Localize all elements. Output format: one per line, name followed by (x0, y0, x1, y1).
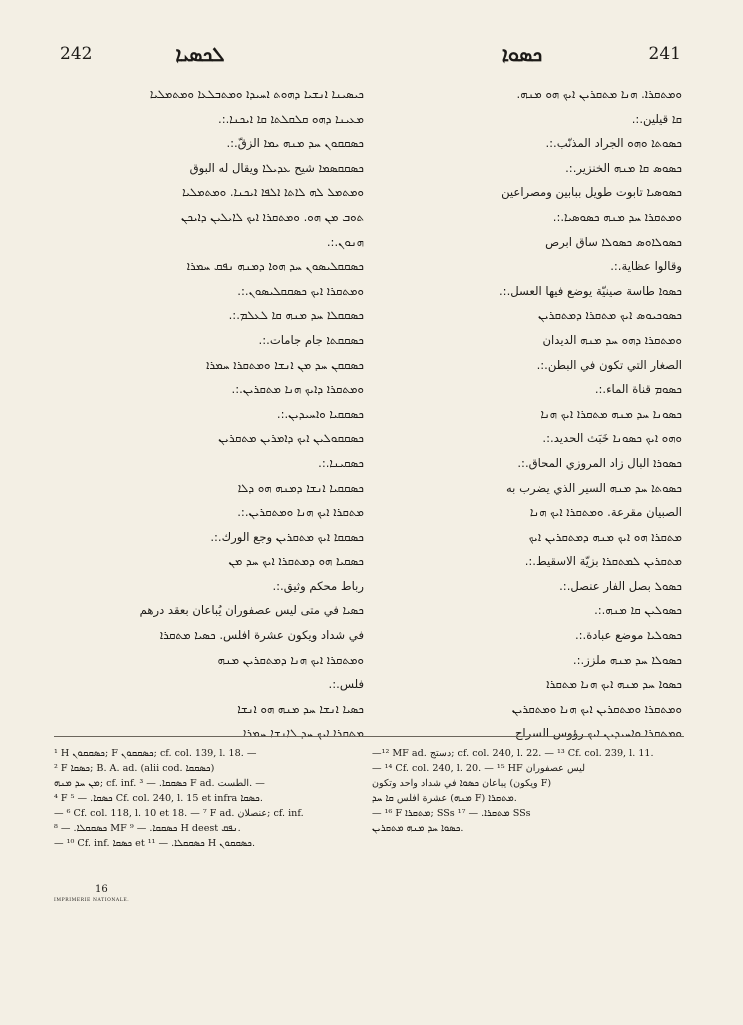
right-page-number: 241 (648, 44, 681, 64)
footnote-line: ¹ H ܟܣܩܩܘܢ; F ܟܣܩܩܘܢ; cf. col. 139, l. 18. — (54, 748, 257, 759)
text-line: ܬܘܒ ܡܢ ܗܘ. ܘܡܬܩܪܐ ܐܝܟ ܠܐܝܠܝܢ ܕܐܝܟܢ (181, 209, 364, 224)
text-line: ܟܣܝܐ ܐܢܫܐ ܚܕ ܡܢܗ ܗܘ ܐܢܫܐ (237, 701, 364, 716)
footnote-line: ܡܢ ܚܕ ܡܢܗ; cf. inf. ܟܣܩܩܐ. — ³ F ad. الطست. — (54, 778, 265, 789)
text-line: ܘܡܬܩܪܐ ܘܐܚܝܕܝܢ ܐܝܟ رؤوس السراج (514, 726, 682, 741)
footnote-line: ܟܣܩܩܠܐ. — ⁸ MF ܟܣܩܩܐ. — ⁹ H deest ܢܦܩ. (54, 823, 241, 834)
text-line: ܟܣܩܩܢ ܚܕ ܡܢ ܐܢܫܐ ܘܡܬܩܪܐ ܚܡܪܐ (206, 357, 364, 372)
footnote-line: عشرة افلس ܩܐ ܚܕ (ܡܢܗ F) ܡܬܩܪܐ. (372, 793, 517, 804)
footnote-line: — ¹⁰ Cf. inf. ܟܣܩܐ et ܟܣܩܩܠܐ. — ¹¹ H ܟܣܩܩܘܢ. (54, 838, 256, 849)
text-line: ܟܣܘܣܝܐ تابوت طويل ببابين ومصراعين (501, 185, 682, 200)
footnote-line: ⁴ F ܟܣܩܐ. — ⁵ Cf. col. 240, l. 15 et infra ܟܣܩܐ. (54, 793, 263, 804)
text-line: ܩܐ قيلين.:. (631, 111, 682, 126)
text-line: ܟܣܩܩܠܐ ܚܕ ܡܢܗ ܩܐ ܠܥܠܡ.:. (228, 308, 364, 323)
text-line: ܘܡܬܩܪܐ ܚܕ ܡܢܗ ܟܣܘܣܝܐ.:. (552, 209, 682, 224)
text-line: وقالوا عظاية.:. (610, 259, 682, 274)
left-page-number: 242 (60, 44, 93, 64)
text-line: ܟܣܩܩܝܐ ܐܢܫܐ ܕܡܢܗ ܗܘ ܕܠܐ (237, 480, 364, 495)
footnote-line: يباعان ܟܣܘܐ في شداد واحد وتكون (ويكون F) (372, 778, 552, 789)
text-line: رباط محكم وثيق.:. (272, 578, 364, 593)
text-line: ܟܣܘܠܐ ܚܕ ܡܢܗ ملزز.:. (572, 652, 682, 667)
text-line: ܘܡܬܡܠ ܠܗ ܠܐܬܐ ܐܠܦܐ ܐܝܟܢܐ. ܘܡܬܡܠܝܐ (182, 185, 364, 200)
footnote-line: — ¹⁶ F ܡܬܩܪܐ; SSs ܡܬܩܪܐ. — ¹⁷ SSs (372, 808, 531, 819)
right-footnotes (372, 746, 682, 836)
text-line: ܟܣܘܬܐ ܘܗܘ الجراد المذنّب.:. (545, 136, 682, 151)
text-line: ܟܣܘܠ بصل الفار عنصل.:. (559, 578, 682, 593)
text-line: ܟܣܘܠܝܢ ܩܐ ܡܢܗ.:. (594, 603, 682, 618)
text-line: ܟܣܩܝܐ ܗܘ ܕܡܬܩܪܐ ܐܝܟ ܚܕ ܡܢ (228, 554, 364, 569)
text-line: ܟܣܩܩܐ ܐܝܟ ܡܬܩܪܝܢ وجع الورك.:. (210, 529, 364, 544)
text-line: ܟܣܩܩܝܐ ܘܐܚܝܕܝܢ.:. (276, 406, 364, 421)
text-line: ܟܣܘܪܐ البال زاد المروزي المحاق.:. (517, 455, 682, 470)
text-line: ܡܬܩܪܐ ܐܝܟ ܗܢܐ ܘܡܬܩܪܝܢ.:. (237, 505, 364, 520)
text-line: ܡܥܝܢܐ ܕܗܘ ܩܠܩܠܬܐ ܩܐ ܐܝܟܢܐ.:. (218, 111, 364, 126)
footnote-divider (54, 736, 684, 737)
text-line: ܟܣܘܢܐ ܚܕ ܡܢܗ ܡܬܩܪܐ ܐܝܟ ܗܢܐ (540, 406, 682, 421)
text-line: فلس.:. (328, 677, 364, 692)
text-line: ܘܡܬܩܪܐ ܕܗܘ ܚܕ ܡܢܗ الديدان (542, 332, 682, 347)
text-line: ܟܣܘܬܐ ܚܕ ܡܢܗ السير الذي يضرب به (505, 480, 682, 495)
text-line: في شداد ويكون عشرة افلس. ܟܣܝܐ ܡܬܩܪܐ (159, 628, 364, 643)
footnote-line: — ⁶ Cf. col. 118, l. 10 et 18. — ⁷ F ad. عنصلان; cf. inf. (54, 808, 304, 819)
text-line: ܟܣܘܟܝܘܣ ܐܝܟ ܡܬܩܪܐ ܕܡܬܩܪܝܢ (537, 308, 682, 323)
left-running-head: ܠܟܣܝܐ (175, 42, 225, 66)
right-running-head: ܟܣܘܐ (501, 42, 543, 66)
footnote-line: ܟܣܘܐ ܚܕ ܡܢܗ ܡܬܩܪܝܢ. (372, 823, 464, 834)
text-line: ܘܡܬܩܪܐ. ܗܢܐ ܡܬܩܪܝܢ ܐܝܟ ܗܘ ܡܢܗ. (516, 87, 682, 101)
text-line: ܡܬܩܪܐ ܐܝܟ ܚܕ ܠܐܢܫܐ ܚܡܪܐ (243, 726, 364, 741)
footnote-line: —¹² MF ad. دستج; cf. col. 240, l. 22. — ¹³ Cf. col. 239, l. 11. (372, 748, 654, 759)
right-text-column (372, 82, 682, 746)
imprint-line: IMPRIMERIE NATIONALE. (54, 898, 130, 903)
text-line: ܟܣܩܩܘܠܝܢ ܐܝܟ ܕܐܡܪܝܢ ܡܬܩܪܝܢ (218, 431, 364, 446)
text-line: ܟܣܘܐ ܚܕ ܡܢܗ ܐܝܟ ܗܢܐ ܡܬܩܪܐ (546, 677, 682, 692)
text-line: ܗܢܘܢ.:. (326, 234, 364, 249)
text-line: ܟܣܩܩܠܝܣܘܢ ܚܕ ܗܘܐ ܕܡܢܗ ܢܦܩ ܚܡܪܐ (186, 259, 364, 274)
text-line: ܟܣܘܠܐܘܣ ܟܣܘܠܐ ساق ابرص (545, 234, 682, 249)
text-line: ܘܗܘ ܐܝܟ ܟܣܘܢܐ خَبَث الحديد.:. (542, 431, 682, 446)
text-line: ܘܡܬܩܪܐ ܘܡܬܩܪܝܢ ܐܝܟ ܗܢܐ ܘܡܬܩܪܝܢ (511, 701, 682, 716)
text-line: ܟܣܘܐ طاسة صينيّة يوضع فيها العسل.:. (499, 283, 682, 298)
text-line: ܟܣܘܠܝܐ موضع عبادة.:. (574, 628, 682, 643)
text-line: ܟܣܝܐ في متى ليس عصفوران يُباعان بعقد درهم (139, 603, 364, 618)
text-line: ܟܝܣܝܢܐ ܐܢܫܝܐ ܕܗܘܬ ܐܚܝܕܐ ܘܡܬܒܠܥܐ ܘܡܬܡܠܝܐ (149, 87, 364, 101)
footnote-line: ² F ܟܣܩܐ; B. A. ad. (alii cod. ܟܣܩܩܐ) (54, 763, 215, 774)
text-line: ܘܡܬܩܪܐ ܐܝܟ ܗܢܐ ܕܡܬܩܪܝܢ ܡܢܗ (217, 652, 364, 667)
text-line: ܟܣܩܩܘܢ ܚܕ ܡܢܗ ܝܡܐ الزقّ.:. (226, 136, 364, 151)
text-line: ܡܬܩܪܐ ܗܘ ܐܝܟ ܡܢܗ ܕܡܬܩܪܝܢ ܐܝܟ (528, 529, 682, 544)
text-line: ܟܣܘܣ ܩܐ ܡܢܗ الخنزير.:. (565, 160, 682, 175)
text-line: ܟܣܘܡ قناة الماء.:. (594, 382, 682, 397)
left-footnotes (54, 746, 364, 851)
footnote-line: — ¹⁴ Cf. col. 240, l. 20. — ¹⁵ HF ليس عصفوران (372, 763, 585, 774)
text-line: ܟܣܩܝܢܐ.:. (318, 455, 364, 470)
signature-mark: 16 (95, 884, 108, 895)
left-text-column (54, 82, 364, 746)
text-line: ܟܣܩܩܬܐ جام جامات.:. (258, 332, 364, 347)
text-line: الصغار التي تكون في البطن.:. (536, 357, 682, 372)
text-line: ܘܡܬܩܪܐ ܕܐܝܟ ܗܢܐ ܡܬܩܪܝܢ.:. (231, 382, 364, 397)
text-line: ܘܡܬܩܪܐ ܐܝܟ ܟܣܩܩܠܝܣܘܢ.:. (237, 283, 364, 298)
text-line: ܟܣܩܩܣܡܐ شيح ܥܕܝܠܐ ويقال له البوق (189, 160, 364, 175)
text-line: ܡܬܩܪܝܢ ܠܡܬܩܪܐ بزيّة الاسقيط.:. (524, 554, 682, 569)
text-line: الصبيان مقرعة. ܘܡܬܩܪܐ ܐܝܟ ܗܢܐ (529, 505, 682, 520)
